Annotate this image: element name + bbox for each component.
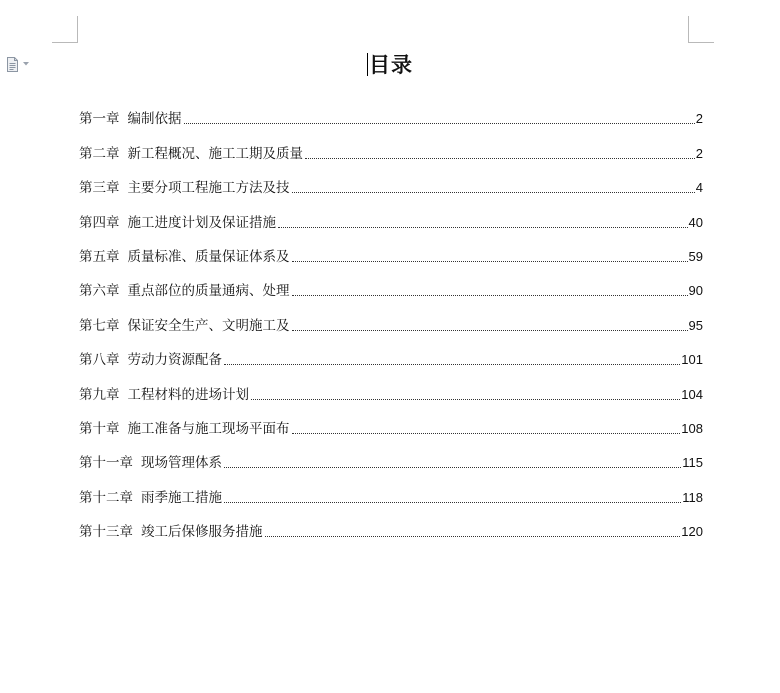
toc-entry[interactable] [79,439,703,473]
toc-chapter-number: 第三章 [79,180,120,197]
toc-dot-leader [278,226,688,228]
toc-chapter-number: 第十一章 [79,455,133,472]
toc-page-number: 2 [695,145,703,161]
toc-dot-leader [224,363,680,365]
toc-page-number: 2 [695,111,703,127]
toc-chapter-number: 第四章 [79,214,120,231]
toc-page-number: 104 [681,386,703,402]
toc-entry[interactable] [79,508,703,542]
toc-dot-leader [265,535,681,537]
toc-page-number: 95 [688,317,703,333]
toc-dot-leader [251,398,680,400]
toc-dot-leader [224,501,681,503]
toc-chapter-number: 第一章 [79,111,120,128]
toc-dot-leader [292,260,688,262]
toc-entry[interactable] [79,129,703,163]
toc-page-number: 108 [681,420,703,436]
toc-dot-leader [292,191,695,193]
toc-entry[interactable] [79,473,703,507]
toc-chapter-number: 第五章 [79,248,120,265]
toc-chapter-title: 施工准备与施工现场平面布 [127,420,290,437]
crop-mark-top-right-horizontal [688,42,714,43]
toc-entry[interactable] [79,233,703,267]
toc-entry[interactable] [79,164,703,198]
text-cursor [367,53,368,76]
toc-chapter-number: 第十三章 [79,524,133,541]
crop-mark-top-left-vertical [77,16,78,43]
toc-dot-leader [292,294,688,296]
toc-chapter-number: 第十章 [79,420,120,437]
table-of-contents [79,95,703,542]
toc-entry[interactable] [79,95,703,129]
toc-chapter-title: 现场管理体系 [141,455,222,472]
toc-dot-leader [184,122,695,124]
toc-heading[interactable] [0,52,780,78]
toc-entry[interactable] [79,267,703,301]
toc-chapter-title: 竣工后保修服务措施 [141,524,263,541]
toc-page-number: 120 [681,524,703,540]
toc-entry[interactable] [79,405,703,439]
toc-chapter-number: 第九章 [79,386,120,403]
toc-dot-leader [305,157,695,159]
toc-page-number: 4 [695,180,703,196]
toc-chapter-title: 重点部位的质量通病、处理 [127,283,290,300]
toc-page-number: 101 [681,352,703,368]
toc-chapter-title: 主要分项工程施工方法及技 [127,180,290,197]
toc-chapter-title: 质量标准、质量保证体系及 [127,248,290,265]
toc-dot-leader [224,466,681,468]
toc-chapter-title: 施工进度计划及保证措施 [127,214,276,231]
toc-dot-leader [292,329,688,331]
toc-page-number: 40 [688,214,703,230]
toc-chapter-number: 第六章 [79,283,120,300]
toc-title: 目录 [369,53,413,77]
toc-chapter-title: 新工程概况、施工工期及质量 [127,145,303,162]
crop-mark-top-right-vertical [688,16,689,43]
toc-chapter-number: 第十二章 [79,489,133,506]
toc-chapter-title: 编制依据 [127,111,182,128]
toc-chapter-title: 工程材料的进场计划 [127,386,249,403]
toc-page-number: 115 [682,455,703,471]
crop-mark-top-left-horizontal [52,42,78,43]
toc-entry[interactable] [79,301,703,335]
toc-chapter-title: 雨季施工措施 [141,489,222,506]
toc-chapter-number: 第二章 [79,145,120,162]
toc-entry[interactable] [79,336,703,370]
toc-entry[interactable] [79,370,703,404]
toc-entry[interactable] [79,198,703,232]
toc-chapter-title: 保证安全生产、文明施工及 [127,317,290,334]
toc-page-number: 90 [688,283,703,299]
toc-chapter-title: 劳动力资源配备 [127,352,222,369]
toc-page-number: 59 [688,248,703,264]
toc-dot-leader [292,432,681,434]
toc-chapter-number: 第七章 [79,317,120,334]
toc-page-number: 118 [682,489,703,505]
toc-chapter-number: 第八章 [79,352,120,369]
